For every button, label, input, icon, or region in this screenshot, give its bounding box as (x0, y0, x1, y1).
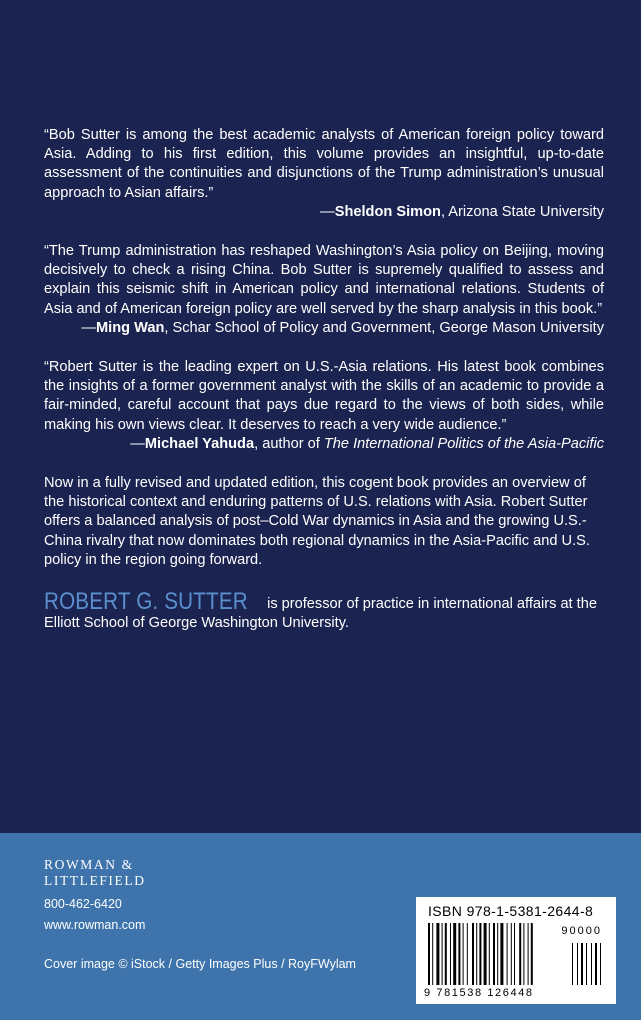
barcode-bar (531, 923, 533, 985)
barcode-bar (445, 923, 447, 985)
barcode-bar (453, 923, 456, 985)
barcode-digits: 9 781538 126448 (424, 987, 534, 999)
barcode-bar (514, 923, 515, 985)
reviewer-book-title: The International Politics of the Asia-Pacific (323, 435, 604, 452)
barcode-bar (476, 923, 477, 985)
isbn-barcode (416, 897, 616, 1004)
cover-image-credit: Cover image © iStock / Getty Images Plus / RoyFWylam (44, 957, 356, 971)
attribution-dash: — (320, 203, 335, 220)
reviewer-affiliation: , Schar School of Policy and Government, George Mason University (164, 319, 604, 336)
attribution-dash: — (130, 435, 145, 452)
barcode-bar (432, 923, 433, 985)
barcode-addon-bar (581, 943, 583, 985)
barcode-addon-bar (591, 943, 592, 985)
back-cover-content (44, 126, 604, 633)
publisher-name-line2: LITTLEFIELD (44, 873, 146, 888)
isbn-label: ISBN 978-1-5381-2644-8 (428, 903, 594, 919)
book-description: Now in a fully revised and updated edition, this cogent book provides an overview of the historical context and enduring patterns of U.S. relations with Asia. Robert Sutter offers a balanced analysis of post–Cold War dynamics in Asia and the growing U.S.-China rivalry that now dominates both regional dynamics in the Asia-Pacific and U.S. policy in the region going forward. (44, 475, 590, 568)
price-code: 90000 (561, 925, 602, 937)
review-attribution-1 (44, 203, 604, 222)
review-attribution-2 (44, 319, 604, 338)
publisher-logo (44, 857, 146, 889)
barcode-bar (479, 923, 481, 985)
publisher-website: www.rowman.com (44, 918, 146, 932)
barcode-addon-bar (595, 943, 597, 985)
barcode-bar (500, 923, 503, 985)
review-quote-2: “The Trump administration has reshaped Washington’s Asia policy on Beijing, moving decisively to check a rising China. Bob Sutter is supremely qualified to assess and explain this seismic shift in American policy and international relations. Students of Asia and of American foreign policy are well served by the sharp analysis in this book.” (44, 243, 604, 317)
reviewer-name: Sheldon Simon (334, 203, 441, 220)
reviewer-name: Ming Wan (96, 319, 165, 336)
reviewer-affiliation: , author of (254, 435, 324, 452)
barcode-bar (493, 923, 495, 985)
barcode-addon-bar (586, 943, 587, 985)
publisher-name-line1: ROWMAN & (44, 857, 134, 872)
barcode-bar (467, 923, 468, 985)
barcode-bar (458, 923, 460, 985)
barcode-addon-bar (572, 943, 573, 985)
publisher-phone: 800-462-6420 (44, 897, 122, 911)
barcode-bar (428, 923, 430, 985)
review-quote-1: “Bob Sutter is among the best academic analysts of American foreign policy toward Asia. Adding to his first edition, this volume provides an insightful, up-to-date assessment of the continuities and disjunctions of the Trump administration’s unusual approach to Asian affairs.” (44, 127, 604, 201)
barcode-bar (528, 923, 529, 985)
barcode-bar (523, 923, 524, 985)
barcode-addon-bar (600, 943, 601, 985)
author-bio-text: is professor of practice in international affairs at the Elliott School of George Washington University. (44, 596, 597, 632)
reviewer-affiliation: , Arizona State University (440, 203, 604, 220)
barcode-bar (489, 923, 490, 985)
review-quote-3: “Robert Sutter is the leading expert on U.S.-Asia relations. His latest book combines the insights of a former government analyst with the skills of an academic to provide a fair-minded, careful account that pays due regard to the views of both sides, while making his own views clear. It deserves to reach a very wide audience.” (44, 359, 604, 433)
barcode-bar (450, 923, 451, 985)
barcode-bar (511, 923, 512, 985)
barcode-bar (497, 923, 498, 985)
publisher-footer (0, 833, 641, 1020)
barcode-bar (484, 923, 487, 985)
author-name: ROBERT G. SUTTER (44, 588, 248, 616)
barcode-addon-bar (577, 943, 578, 985)
barcode-bar (519, 923, 521, 985)
barcode-bar (463, 923, 464, 985)
barcode-bar (442, 923, 443, 985)
barcode-bar (472, 923, 474, 985)
barcode-bar (436, 923, 439, 985)
review-attribution-3 (44, 435, 604, 454)
barcode-bar (507, 923, 508, 985)
attribution-dash: — (81, 319, 96, 336)
reviewer-name: Michael Yahuda (144, 435, 255, 452)
author-bio (44, 588, 604, 633)
